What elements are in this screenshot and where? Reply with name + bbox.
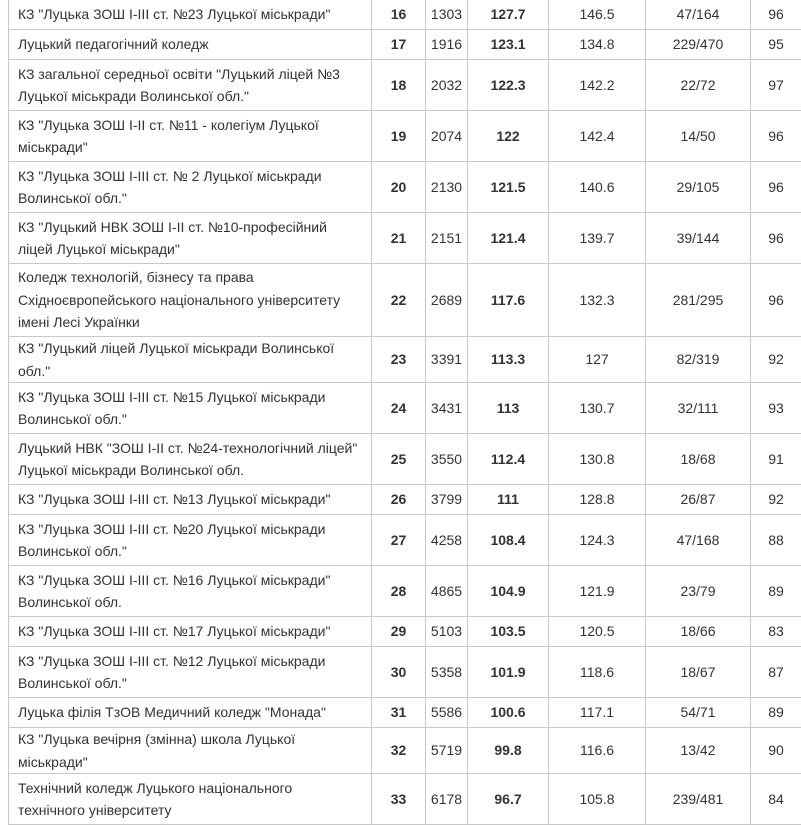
place-cell: 2032: [426, 60, 468, 111]
rank-cell: 20: [372, 162, 426, 213]
percent-cell: 96: [751, 0, 801, 30]
score-cell: 117.6: [468, 264, 549, 337]
score-secondary-cell: 142.4: [549, 111, 646, 162]
rank-cell: 29: [372, 617, 426, 647]
rank-cell: 18: [372, 60, 426, 111]
table-body: [9, 0, 801, 825]
ratio-cell: 39/144: [646, 213, 751, 264]
place-cell: 4865: [426, 566, 468, 617]
percent-cell: 90: [751, 728, 801, 774]
score-cell: 96.7: [468, 774, 549, 825]
place-cell: 5719: [426, 728, 468, 774]
ratio-cell: 281/295: [646, 264, 751, 337]
ratio-cell: 54/71: [646, 698, 751, 728]
table-row: [9, 434, 801, 485]
score-cell: 121.4: [468, 213, 549, 264]
score-cell: 122.3: [468, 60, 549, 111]
score-cell: 113.3: [468, 337, 549, 383]
table-row: [9, 774, 801, 825]
place-cell: 2689: [426, 264, 468, 337]
place-cell: 3391: [426, 337, 468, 383]
score-secondary-cell: 116.6: [549, 728, 646, 774]
rank-cell: 21: [372, 213, 426, 264]
percent-cell: 89: [751, 566, 801, 617]
percent-cell: 83: [751, 617, 801, 647]
percent-cell: 96: [751, 162, 801, 213]
school-name-cell: КЗ "Луцька ЗОШ І-ІІІ ст. №20 Луцької міськради Волинської обл.": [9, 515, 372, 566]
ratio-cell: 18/66: [646, 617, 751, 647]
score-cell: 103.5: [468, 617, 549, 647]
school-name-cell: КЗ "Луцький НВК ЗОШ І-ІІ ст. №10-професійний ліцей Луцької міськради": [9, 213, 372, 264]
school-name-cell: КЗ "Луцька ЗОШ І-ІІІ ст. №15 Луцької міськради Волинської обл.": [9, 383, 372, 434]
table-row: [9, 111, 801, 162]
table-row: [9, 647, 801, 698]
rank-cell: 25: [372, 434, 426, 485]
ratio-cell: 26/87: [646, 485, 751, 515]
ratio-cell: 29/105: [646, 162, 751, 213]
ratio-cell: 47/168: [646, 515, 751, 566]
score-cell: 122: [468, 111, 549, 162]
score-secondary-cell: 130.7: [549, 383, 646, 434]
score-secondary-cell: 105.8: [549, 774, 646, 825]
percent-cell: 96: [751, 213, 801, 264]
score-cell: 127.7: [468, 0, 549, 30]
score-secondary-cell: 124.3: [549, 515, 646, 566]
place-cell: 2074: [426, 111, 468, 162]
table-row: [9, 485, 801, 515]
ratio-cell: 23/79: [646, 566, 751, 617]
school-name-cell: КЗ загальної середньої освіти "Луцький ліцей №3 Луцької міськради Волинської обл.": [9, 60, 372, 111]
school-name-cell: Луцька філія ТзОВ Медичний коледж "Монада": [9, 698, 372, 728]
percent-cell: 96: [751, 111, 801, 162]
percent-cell: 89: [751, 698, 801, 728]
score-secondary-cell: 140.6: [549, 162, 646, 213]
score-cell: 101.9: [468, 647, 549, 698]
percent-cell: 93: [751, 383, 801, 434]
place-cell: 1916: [426, 30, 468, 60]
ratio-cell: 18/67: [646, 647, 751, 698]
score-secondary-cell: 117.1: [549, 698, 646, 728]
percent-cell: 95: [751, 30, 801, 60]
place-cell: 4258: [426, 515, 468, 566]
percent-cell: 84: [751, 774, 801, 825]
rank-cell: 26: [372, 485, 426, 515]
place-cell: 5586: [426, 698, 468, 728]
place-cell: 3550: [426, 434, 468, 485]
score-cell: 123.1: [468, 30, 549, 60]
ratio-cell: 14/50: [646, 111, 751, 162]
place-cell: 1303: [426, 0, 468, 30]
score-secondary-cell: 120.5: [549, 617, 646, 647]
rank-cell: 19: [372, 111, 426, 162]
rank-cell: 24: [372, 383, 426, 434]
table-row: [9, 60, 801, 111]
table-row: [9, 0, 801, 30]
rank-cell: 32: [372, 728, 426, 774]
school-name-cell: Коледж технологій, бізнесу та права Східноєвропейського національного університету імені Лесі Українки: [9, 264, 372, 337]
school-name-cell: КЗ "Луцька ЗОШ І-ІІІ ст. №13 Луцької міськради": [9, 485, 372, 515]
score-secondary-cell: 118.6: [549, 647, 646, 698]
score-secondary-cell: 127: [549, 337, 646, 383]
table-row: [9, 566, 801, 617]
score-secondary-cell: 134.8: [549, 30, 646, 60]
rank-cell: 27: [372, 515, 426, 566]
place-cell: 2130: [426, 162, 468, 213]
ratio-cell: 13/42: [646, 728, 751, 774]
school-name-cell: КЗ "Луцька ЗОШ І-ІІІ ст. №17 Луцької міськради": [9, 617, 372, 647]
place-cell: 6178: [426, 774, 468, 825]
rank-cell: 28: [372, 566, 426, 617]
school-name-cell: КЗ "Луцька ЗОШ І-ІІ ст. №11 - колегіум Луцької міськради": [9, 111, 372, 162]
score-secondary-cell: 142.2: [549, 60, 646, 111]
score-cell: 112.4: [468, 434, 549, 485]
table-row: [9, 264, 801, 337]
table-row: [9, 728, 801, 774]
score-cell: 121.5: [468, 162, 549, 213]
ratio-cell: 22/72: [646, 60, 751, 111]
school-name-cell: КЗ "Луцька ЗОШ І-ІІІ ст. №16 Луцької міськради" Волинської обл.: [9, 566, 372, 617]
school-ranking-table: [8, 0, 801, 825]
rank-cell: 23: [372, 337, 426, 383]
rank-cell: 31: [372, 698, 426, 728]
ratio-cell: 32/111: [646, 383, 751, 434]
place-cell: 5358: [426, 647, 468, 698]
rank-cell: 30: [372, 647, 426, 698]
school-name-cell: КЗ "Луцька ЗОШ І-ІІІ ст. №23 Луцької міськради": [9, 0, 372, 30]
table-row: [9, 698, 801, 728]
place-cell: 2151: [426, 213, 468, 264]
ratio-cell: 239/481: [646, 774, 751, 825]
score-secondary-cell: 121.9: [549, 566, 646, 617]
score-cell: 99.8: [468, 728, 549, 774]
score-cell: 113: [468, 383, 549, 434]
table-row: [9, 337, 801, 383]
score-secondary-cell: 128.8: [549, 485, 646, 515]
percent-cell: 96: [751, 264, 801, 337]
rank-cell: 33: [372, 774, 426, 825]
score-cell: 104.9: [468, 566, 549, 617]
rank-cell: 16: [372, 0, 426, 30]
school-name-cell: Технічний коледж Луцького національного технічного університету: [9, 774, 372, 825]
school-name-cell: КЗ "Луцька ЗОШ І-ІІІ ст. №12 Луцької міськради Волинської обл.": [9, 647, 372, 698]
score-secondary-cell: 130.8: [549, 434, 646, 485]
score-secondary-cell: 132.3: [549, 264, 646, 337]
score-secondary-cell: 139.7: [549, 213, 646, 264]
percent-cell: 87: [751, 647, 801, 698]
school-name-cell: КЗ "Луцька вечірня (змінна) школа Луцької міськради": [9, 728, 372, 774]
rank-cell: 22: [372, 264, 426, 337]
score-cell: 108.4: [468, 515, 549, 566]
table-row: [9, 383, 801, 434]
table-row: [9, 30, 801, 60]
table-row: [9, 213, 801, 264]
percent-cell: 92: [751, 485, 801, 515]
percent-cell: 92: [751, 337, 801, 383]
percent-cell: 88: [751, 515, 801, 566]
score-cell: 111: [468, 485, 549, 515]
school-name-cell: КЗ "Луцький ліцей Луцької міськради Волинської обл.": [9, 337, 372, 383]
ratio-cell: 18/68: [646, 434, 751, 485]
place-cell: 5103: [426, 617, 468, 647]
place-cell: 3431: [426, 383, 468, 434]
school-name-cell: Луцький НВК "ЗОШ І-ІІ ст. №24-технологічний ліцей" Луцької міськради Волинської обл.: [9, 434, 372, 485]
school-name-cell: Луцький педагогічний коледж: [9, 30, 372, 60]
table-row: [9, 617, 801, 647]
percent-cell: 91: [751, 434, 801, 485]
table-row: [9, 162, 801, 213]
school-name-cell: КЗ "Луцька ЗОШ І-ІІІ ст. № 2 Луцької міськради Волинської обл.": [9, 162, 372, 213]
ratio-cell: 82/319: [646, 337, 751, 383]
ratio-cell: 229/470: [646, 30, 751, 60]
ratio-cell: 47/164: [646, 0, 751, 30]
rank-cell: 17: [372, 30, 426, 60]
score-secondary-cell: 146.5: [549, 0, 646, 30]
table-row: [9, 515, 801, 566]
place-cell: 3799: [426, 485, 468, 515]
score-cell: 100.6: [468, 698, 549, 728]
percent-cell: 97: [751, 60, 801, 111]
